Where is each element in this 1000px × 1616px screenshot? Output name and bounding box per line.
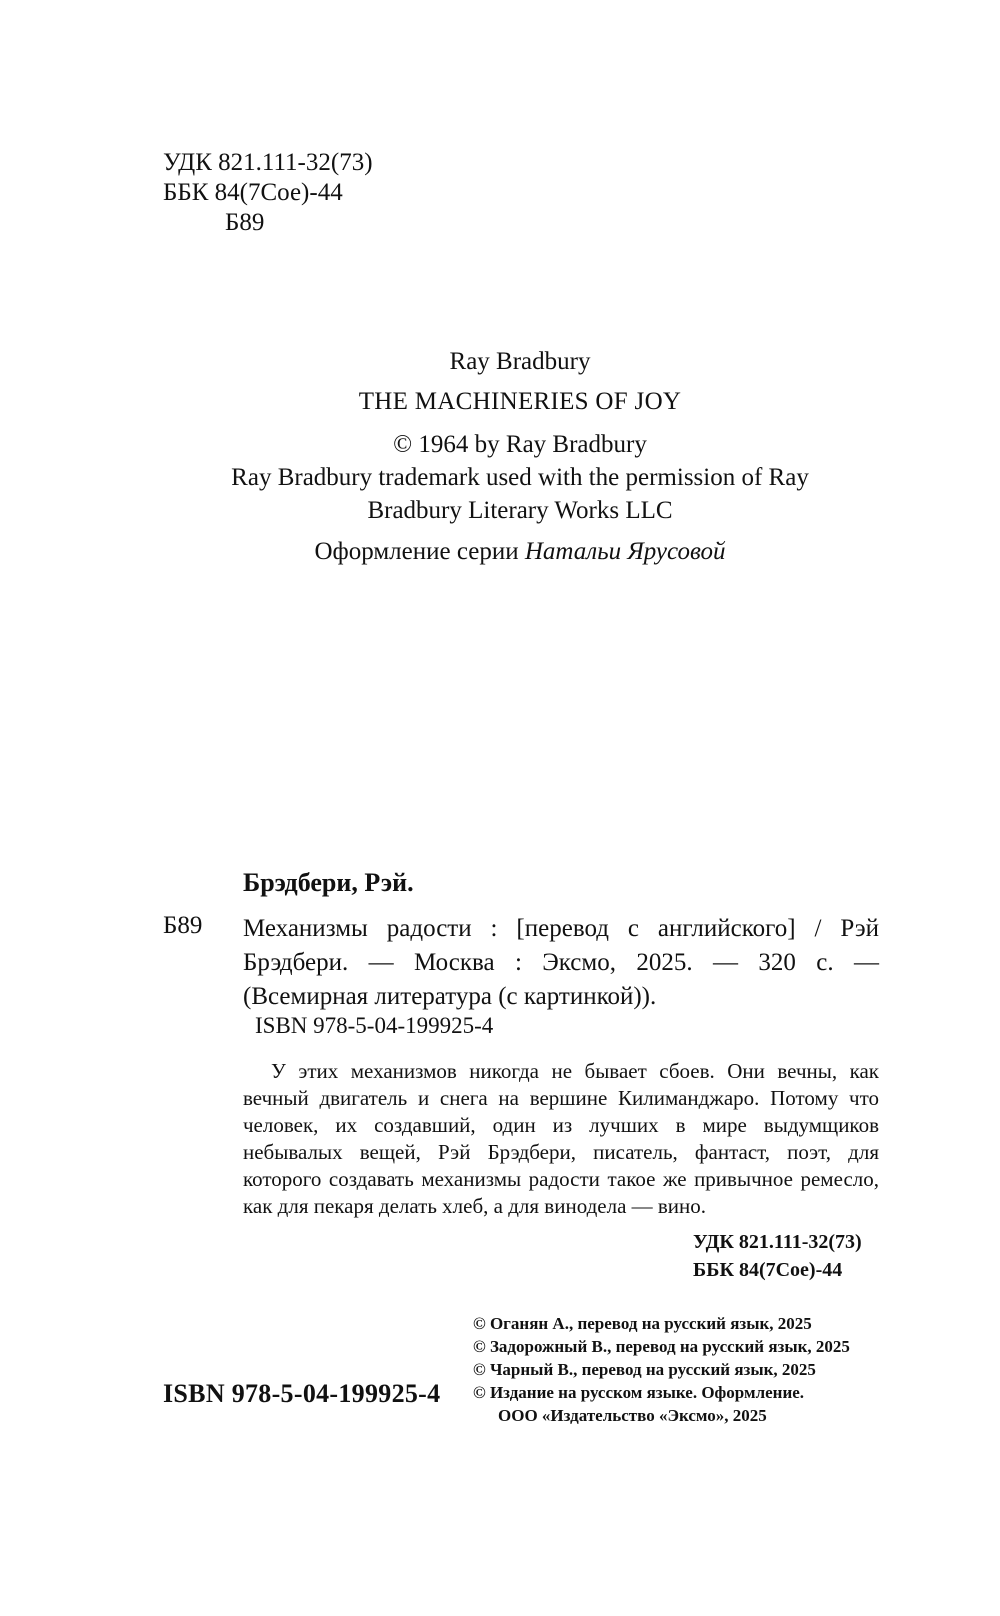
copyright-line: © Чарный В., перевод на русский язык, 2025 [473, 1360, 816, 1379]
copyright-line: © Издание на русском языке. Оформление. [473, 1383, 805, 1402]
copyright-line: © Оганян А., перевод на русский язык, 2025 [473, 1314, 812, 1333]
top-classification-block [163, 148, 373, 238]
isbn-large: ISBN 978-5-04-199925-4 [163, 1379, 441, 1408]
copyright-line: ООО «Издательство «Эксмо», 2025 [498, 1406, 767, 1425]
original-title: THE MACHINERIES OF JOY [358, 388, 682, 415]
copyright-list [473, 1312, 850, 1427]
original-copyright-block [150, 428, 890, 527]
catalog-author-mark: Б89 [163, 912, 203, 939]
author-mark: Б89 [225, 209, 265, 236]
series-designer-name: Натальи Ярусовой [524, 538, 726, 565]
bottom-bbk-code: ББК 84(7Сое)-44 [693, 1259, 843, 1281]
original-copyright-line: © 1964 by Ray Bradbury [393, 431, 647, 458]
catalog-isbn: ISBN 978-5-04-199925-4 [255, 1013, 494, 1038]
udk-code: УДК 821.111-32(73) [163, 149, 373, 176]
catalog-heading: Брэдбери, Рэй. [243, 868, 414, 897]
copyright-line: © Задорожный В., перевод на русский язык, 2025 [473, 1337, 850, 1356]
series-design-credit [150, 538, 890, 566]
bibliographic-description: Механизмы радости : [перевод с английского] / Рэй Брэдбери. — Москва : Эксмо, 2025. — 320 с. — (Всемирная литература (с картинкой)). [243, 915, 879, 1010]
book-annotation: У этих механизмов никогда не бывает сбоев. Они вечны, как вечный двигатель и снега на вершине Килиманджаро. Потому что человек, их создавший, один из лучших в мире выдумщиков небывалых вещей, Рэй Брэдбери, писатель, фантаст, поэт, для которого создавать механизмы радости такое же привычное ремесло, как для пекаря делать хлеб, а для винодела — вино. [243, 1059, 879, 1218]
series-design-label: Оформление серии [314, 538, 519, 565]
bottom-classification-block [693, 1228, 862, 1284]
bottom-udk-code: УДК 821.111-32(73) [693, 1231, 862, 1253]
bbk-code: ББК 84(7Сое)-44 [163, 179, 343, 206]
trademark-line-2: Bradbury Literary Works LLC [367, 497, 673, 524]
original-author: Ray Bradbury [449, 348, 591, 375]
trademark-line-1: Ray Bradbury trademark used with the permission of Ray [231, 464, 809, 491]
